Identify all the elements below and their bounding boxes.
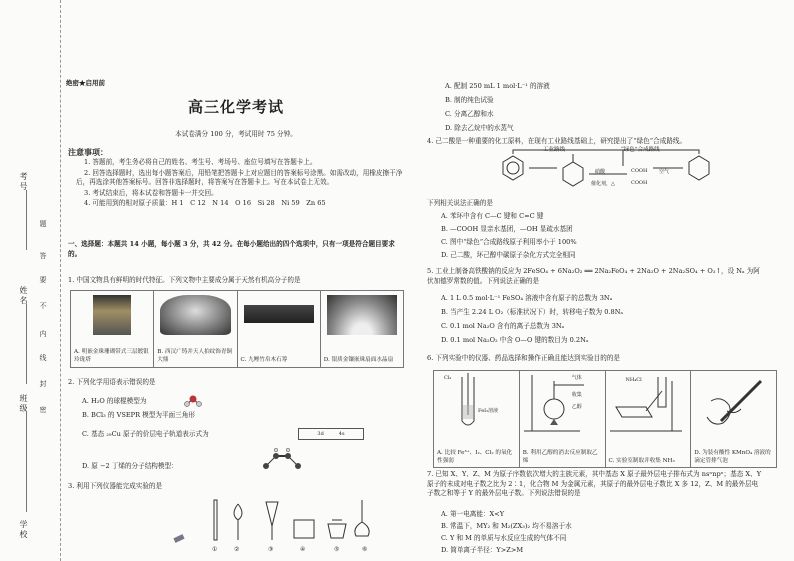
seal-char: 线 [39,354,47,371]
q6-caption: D. 为装有酸性 KMnO₄ 溶液的滴定管排气泡 [694,450,771,464]
seal-char: 答 [39,252,47,269]
q1-caption: C. 九鲤竹帛木石筹 [240,356,288,363]
q5-option-b: B. 当产生 2.24 L O₂（标准状况下）时，转移电子数为 0.8Nₐ [441,308,624,316]
q7-option-b: B. 常温下，MY₂ 和 M₂(ZX₃)₂ 均不易溶于水 [441,522,572,530]
q5-stem: 5. 工业上制备高铁酸钠的反应为 2FeSO₄ + 6Na₂O₂ ══ 2Na₂FeO₄ + 2Na₂O + 2Na₂SO₄ + O₂↑，设 Nₐ 为阿伏加德罗常数的值。下列说法正确的是 [427,267,760,285]
apparatus-label: Cl₂ [444,375,452,381]
burette-hand-icon [691,371,775,437]
artifact-photo [327,295,397,335]
xingming-label: 姓名 [19,286,28,306]
seal-char: 不 [39,302,47,319]
apparatus-label: 收集 [571,392,582,398]
scheme-label: COOH [631,168,648,174]
kaohao-label: 考号 [19,172,28,192]
apparatus-label: FeI₂溶液 [478,408,499,414]
q1-caption: A. 明嵌金珠珊瑚带式三层镀银玲珑塔 [74,349,149,363]
notice-heading: 注意事项： [68,147,108,157]
artifact-photo [244,305,314,323]
q4-option-b: B. —COOH 显亲水基团，—OH 显疏水基团 [441,225,573,233]
q6-option-d [691,371,776,467]
synthesis-scheme [493,148,733,198]
q7-option-a: A. 第一电离能：X<Y [441,510,505,518]
kaohao-line [26,190,27,250]
q1-caption: B. 西汉广铸并天人拍纹饰青铜大鼎 [157,349,233,363]
q1-option-a [71,291,154,367]
q1-option-b [154,291,237,367]
q4-stem: 4. 己二酸是一种重要的化工原料，在现有工业路线基础上，研究提出了“绿色”合成路线。 [427,137,687,145]
scheme-label: 硝酸 [595,169,606,175]
xuexiao-label: 学校 [19,520,28,540]
xingming-line [26,304,27,384]
q4-option-d: D. 己二酸，环己醇中碳原子杂化方式完全相同 [441,251,576,259]
apparatus-label: 乙醇 [571,404,582,410]
q1-image-row [70,290,404,368]
banji-line [26,412,27,512]
artifact-photo [160,295,230,335]
glass-label: ④ [300,546,306,553]
secret-mark: 绝密★启用前 [66,79,105,87]
q6-option-b [520,371,606,467]
q4-question: 下列相关说法正确的是 [427,199,493,207]
q1-option-d [321,291,403,367]
banji-label: 班级 [19,394,28,414]
q7-option-d: D. 简单离子半径：Y>Z>M [441,546,524,554]
glass-label: ② [234,546,240,553]
seal-char: 密 [39,406,47,423]
q6-option-c [606,371,692,467]
glass-label: ⑥ [362,546,368,553]
flask-setup-icon [520,371,604,437]
binding-margin [0,0,61,561]
q6-caption: A. 比较 Fe³⁺、I₂、Cl₂ 的氧化性强弱 [437,450,513,464]
orbital-label: 3d 4s [317,431,345,437]
apparatus-label: 气体 [571,375,582,381]
q3-option-c: C. 分离乙醇和水 [445,110,494,118]
q6-stem: 6. 下列实验中的仪器、药品选择和操作正确且能达到实验目的的是 [427,354,621,362]
q2-option-d: D. 原 −2 丁烯的分子结构模型： [82,462,178,470]
q5-option-c: C. 0.1 mol Na₂O 含有的离子总数为 3Nₐ [441,322,565,330]
section-one-heading: 一、选择题：本题共 14 小题，每小题 3 分，共 42 分。在每小题给出的四个选项中，只有一项是符合题目要求的。 [68,240,395,258]
butene-model-icon [262,448,302,472]
q2-option-a: A. H₂O 的球棍模型为 [82,397,147,405]
scheme-label: 空气 [659,169,670,175]
q2-option-c: C. 基态 ₂₉Cu 原子的价层电子轨道表示式为 [82,430,209,438]
ball-stick-model-icon [182,394,204,408]
q4-option-a: A. 苯环中含有 C—C 键和 C=C 键 [441,212,544,220]
notice-list [76,158,404,210]
scheme-label: 催化剂，△ [591,181,615,187]
notice-item: 4. 可能用到的相对原子质量：H 1 C 12 N 14 O 16 Si 28 Ni 59 Zn 65 [84,199,326,208]
q6-caption: B. 利用乙醇的消去反应制取乙烯 [522,450,598,464]
q1-caption: D. 银质金镶嵌珠扇面水晶扇 [323,356,394,363]
q2-stem: 2. 下列化学用语表示错误的是 [68,378,156,386]
q7-stem: 7. 已知 X、Y、Z、M 为原子序数依次增大的主族元素，其中基态 X 原子最外层电子排布式为 nsⁿnpⁿ；基态 X、Y 原子的未成对电子数之比为 2∶1，化合物 M 为金属元素，其原子的最外层电子数比 X 多 12，Z、M 的最外层电子数之和等于 Y 的最外层电子数。下列说法错误的是 [427,470,762,498]
glass-label: ① [212,546,218,553]
artifact-photo [93,295,131,335]
scheme-label: COOH [631,180,648,186]
glass-label: ③ [268,546,274,553]
exam-info: 本试卷满分 100 分，考试用时 75 分钟。 [175,130,297,138]
pencil-mark [173,534,184,543]
page-title: 高三化学考试 [187,98,284,116]
seal-char: 要 [39,276,47,293]
notice-item: 1. 答题前，考生务必将自己的姓名、考生号、考场号、座位号填写在答题卡上。 [84,158,317,166]
seal-char: 内 [39,330,47,347]
glassware-row [210,498,400,546]
q6-caption: C. 实验室制取并收集 NH₃ [608,457,675,464]
q3-option-a: A. 配制 250 mL 1 mol·L⁻¹ 的溶液 [445,82,550,90]
q3-option-d: D. 除去乙烷中的水蒸气 [445,124,514,132]
apparatus-label: NH₄Cl [625,377,642,383]
scheme-label-green: “绿色”合成路线 [621,147,660,153]
q2-option-b: B. BCl₃ 的 VSEPR 模型为平面三角形 [82,411,195,419]
q4-option-c: C. 图中“绿色”合成路线原子利用率小于 100% [441,238,577,246]
q3-option-b: B. 制的纯色试验 [445,96,494,104]
q1-stem: 1. 中国文物具有鲜明的时代特征。下列文物中主要成分属于天然有机高分子的是 [68,276,301,284]
scheme-label-industrial: 工业路线 [543,147,566,153]
orbital-diagram [298,428,364,440]
q1-option-c [238,291,321,367]
q7-option-c: C. Y 和 M 的单质与水反应生成的气体不同 [441,534,567,542]
notice-item: 3. 考试结束后，将本试卷和答题卡一并交回。 [84,188,218,197]
q6-apparatus-row [433,370,777,468]
seal-char: 题 [39,220,47,237]
notice-item: 2. 回答选择题时，选出每小题答案后，用铅笔把答题卡上对应题目的答案标号涂黑。如需改动，用橡皮擦干净后，再选涂其他答案标号。回答非选择题时，将答案写在答题卡上。写在本试卷上无效。 [76,168,403,187]
glass-label: ⑤ [334,546,340,553]
q6-option-a [434,371,520,467]
nh3-setup-icon [606,371,690,437]
seal-char: 封 [39,380,47,397]
q5-option-a: A. 1 L 0.5 mol·L⁻¹ FeSO₄ 溶液中含有原子的总数为 3Nₐ [441,294,613,302]
q5-option-d: D. 0.1 mol Na₂O₂ 中含 O—O 键的数目为 0.2Nₐ [441,336,589,344]
q3-stem: 3. 利用下列仪器能完成实验的是 [68,482,163,490]
